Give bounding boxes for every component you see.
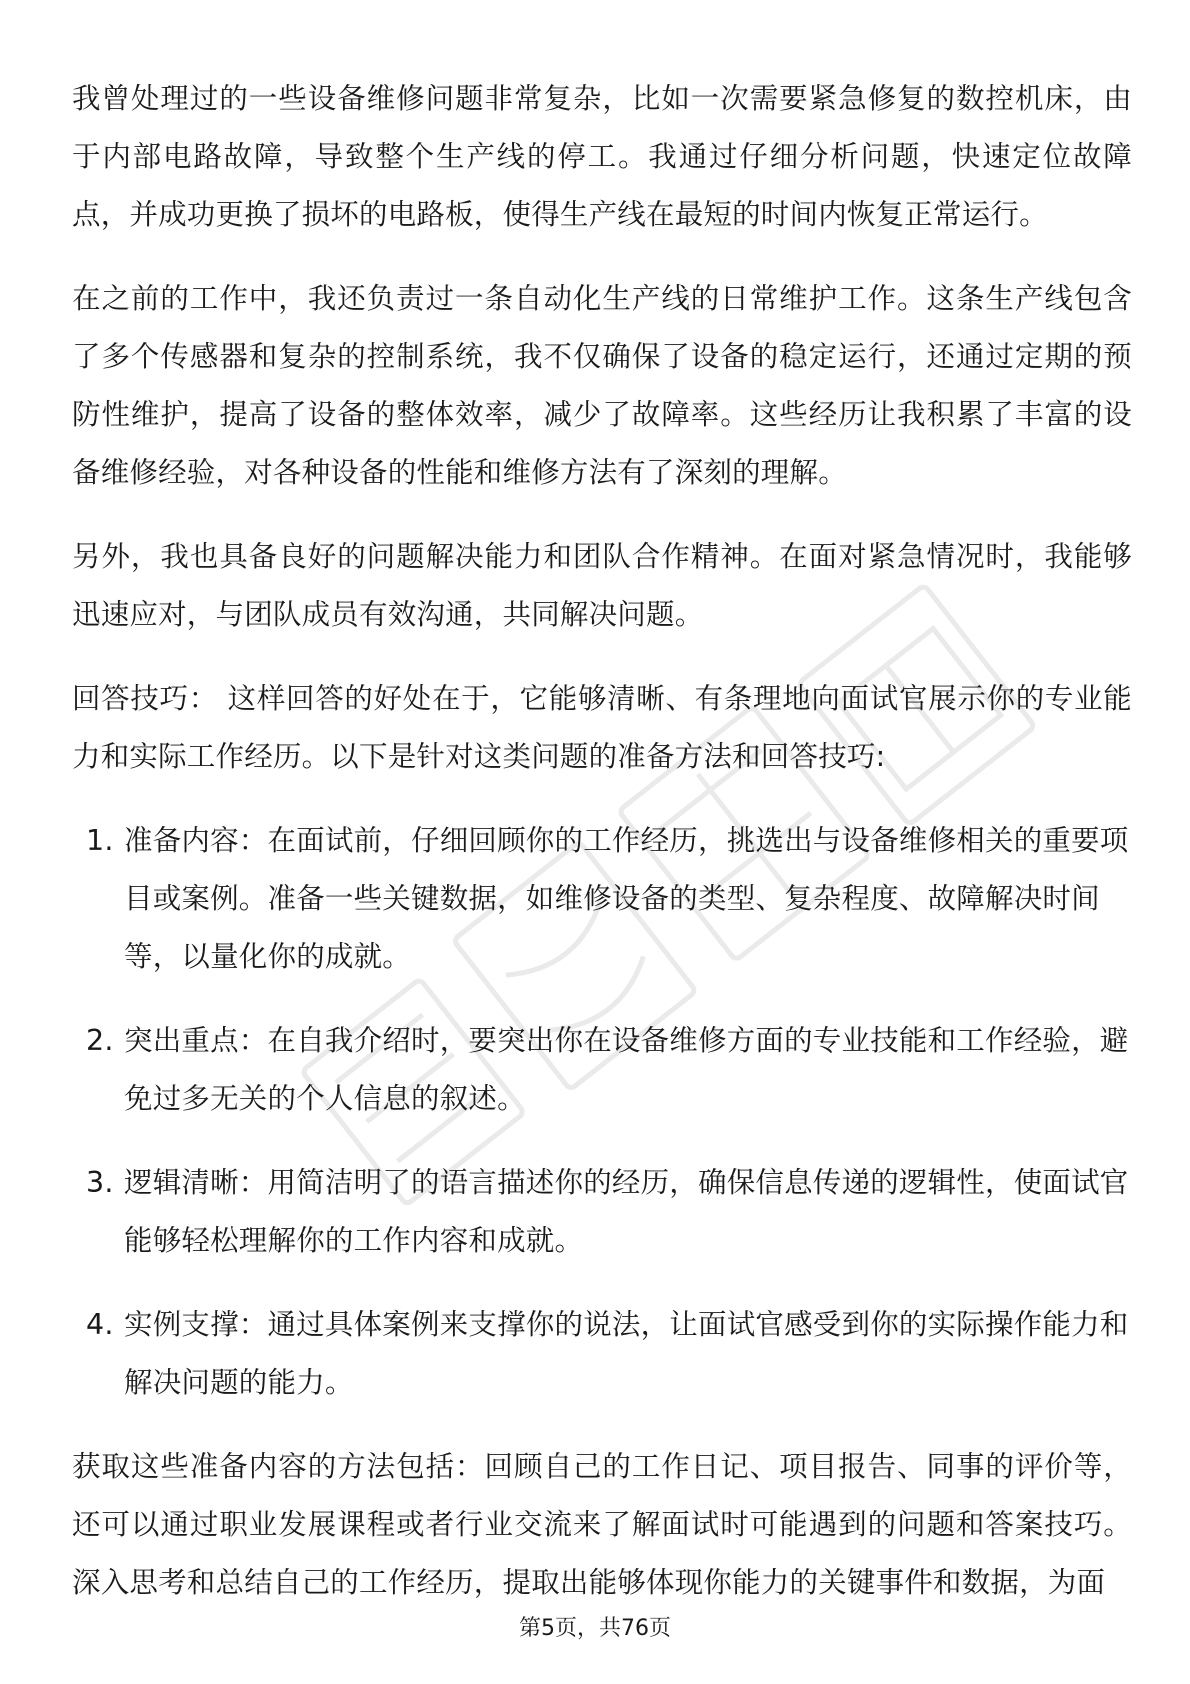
document-body [72,70,1132,1612]
list-item [72,1296,1132,1412]
page-number: 第5页，共76页 [519,1616,671,1641]
list-item-text: 逻辑清晰：用简洁明了的语言描述你的经历，确保信息传递的逻辑性，使面试官能够轻松理解你的工作内容和成就。 [124,1166,1129,1257]
paragraph-teamwork: 另外，我也具备良好的问题解决能力和团队合作精神。在面对紧急情况时，我能够迅速应对，与团队成员有效沟通，共同解决问题。 [72,540,1132,631]
list-item-number: 1. [86,824,114,857]
paragraph-repair-experience: 我曾处理过的一些设备维修问题非常复杂，比如一次需要紧急修复的数控机床，由于内部电路故障，导致整个生产线的停工。我通过仔细分析问题，快速定位故障点，并成功更换了损坏的电路板，使得生产线在最短的时间内恢复正常运行。 [72,82,1132,231]
paragraph-answer-tips: 回答技巧： 这样回答的好处在于，它能够清晰、有条理地向面试官展示你的专业能力和实际工作经历。以下是针对这类问题的准备方法和回答技巧: [72,682,1132,773]
tips-list [72,812,1132,1412]
list-item [72,812,1132,986]
list-item-text: 准备内容：在面试前，仔细回顾你的工作经历，挑选出与设备维修相关的重要项目或案例。准备一些关键数据，如维修设备的类型、复杂程度、故障解决时间等，以量化你的成就。 [124,824,1129,973]
list-item-text: 实例支撑：通过具体案例来支撑你的说法，让面试官感受到你的实际操作能力和解决问题的能力。 [124,1308,1129,1399]
list-item-number: 2. [86,1024,114,1057]
list-item [72,1154,1132,1270]
list-item-number: 3. [86,1166,114,1199]
list-item [72,1012,1132,1128]
list-item-number: 4. [86,1308,114,1341]
paragraph-preparation-methods: 获取这些准备内容的方法包括：回顾自己的工作日记、项目报告、同事的评价等，还可以通过职业发展课程或者行业交流来了解面试时可能遇到的问题和答案技巧。深入思考和总结自己的工作经历，提取出能够体现你能力的关键事件和数据，为面 [72,1450,1132,1599]
paragraph-maintenance-experience: 在之前的工作中，我还负责过一条自动化生产线的日常维护工作。这条生产线包含了多个传感器和复杂的控制系统，我不仅确保了设备的稳定运行，还通过定期的预防性维护，提高了设备的整体效率，减少了故障率。这些经历让我积累了丰富的设备维修经验，对各种设备的性能和维修方法有了深刻的理解。 [72,282,1132,489]
list-item-text: 突出重点：在自我介绍时，要突出你在设备维修方面的专业技能和工作经验，避免过多无关的个人信息的叙述。 [124,1024,1129,1115]
